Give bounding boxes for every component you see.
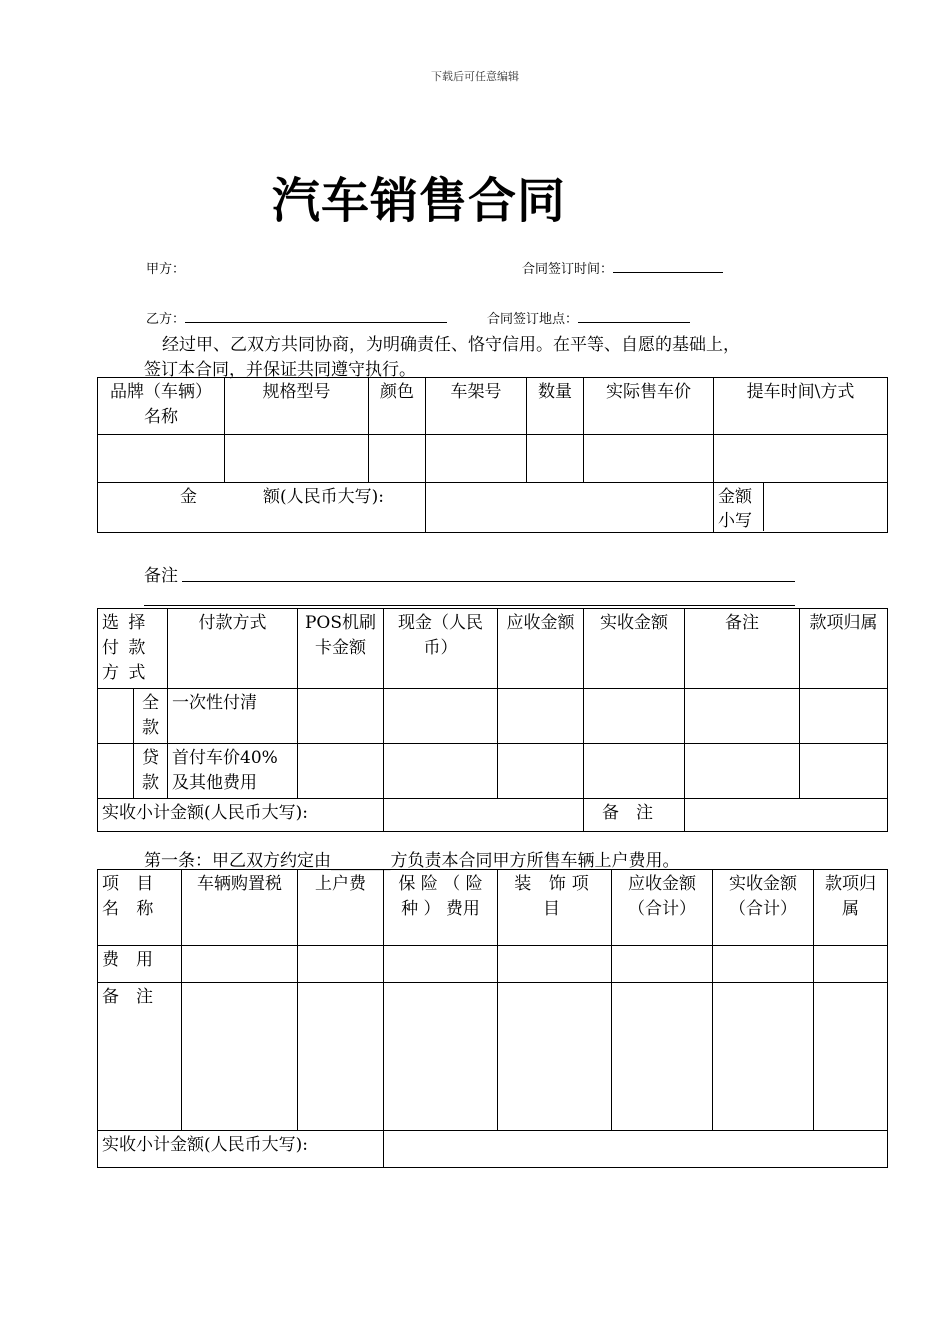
cell-quantity[interactable]: [527, 435, 584, 483]
th-price: 实际售车价: [584, 378, 714, 435]
cell[interactable]: [685, 689, 800, 744]
cell-color[interactable]: [369, 435, 426, 483]
cell[interactable]: [384, 983, 498, 1131]
th-decoration: 装 饰项 目: [498, 870, 612, 946]
cell[interactable]: [298, 744, 384, 799]
cell[interactable]: [498, 946, 612, 983]
remark-label: 备注: [144, 566, 178, 586]
intro-line-2: 签订本合同，并保证共同遵守执行。: [144, 360, 416, 380]
party-b-blank[interactable]: [185, 308, 447, 323]
fee-subtotal-cell[interactable]: [384, 1131, 888, 1168]
cell[interactable]: [498, 744, 584, 799]
th-account-belong: 款项归属: [814, 870, 888, 946]
article-1: 第一条：甲乙双方约定由_______方负责本合同甲方所售车辆上户费用。: [144, 851, 680, 871]
th-account: 款项归属: [800, 609, 888, 689]
fee-subtotal-label: 实收小计金额(人民币大写):: [98, 1131, 384, 1168]
cell-model[interactable]: [225, 435, 369, 483]
header-note: 下载后可任意编辑: [431, 70, 519, 83]
amount-figure-cell[interactable]: [764, 483, 887, 531]
cell-brand[interactable]: [98, 435, 225, 483]
cell[interactable]: [612, 946, 713, 983]
th-brand: 品牌（车辆）名称: [98, 378, 225, 435]
th-note: 备注: [685, 609, 800, 689]
th-purchase-tax: 车辆购置税: [182, 870, 298, 946]
cell[interactable]: [800, 744, 888, 799]
cell[interactable]: [298, 946, 384, 983]
vehicle-table: [97, 377, 888, 533]
cell-pickup[interactable]: [714, 435, 888, 483]
th-quantity: 数量: [527, 378, 584, 435]
cell-vin[interactable]: [426, 435, 527, 483]
payment-remark-label: 备 注: [584, 799, 685, 832]
cell[interactable]: [814, 983, 888, 1131]
th-cash: 现金（人民币）: [384, 609, 498, 689]
th-pos: POS机刷卡金额: [298, 609, 384, 689]
remark-line-1[interactable]: [182, 581, 795, 582]
registration-fee-table: [97, 869, 888, 1168]
cell[interactable]: [298, 983, 384, 1131]
payment-subtotal-label: 实收小计金额(人民币大写):: [98, 799, 384, 832]
th-model: 规格型号: [225, 378, 369, 435]
th-item-name: 项 目名 称: [98, 870, 182, 946]
cell[interactable]: [384, 744, 498, 799]
cell[interactable]: [685, 744, 800, 799]
cell-price[interactable]: [584, 435, 714, 483]
payment-remark-cell[interactable]: [685, 799, 888, 832]
th-insurance: 保 险 （ 险 种 ） 费用: [384, 870, 498, 946]
cell[interactable]: [498, 983, 612, 1131]
loan-payment-label: 贷款: [134, 744, 168, 799]
th-received-total: 实收金额（合计）: [713, 870, 814, 946]
remark-row-label: 备 注: [98, 983, 182, 1131]
intro-line-1: 经过甲、乙双方共同协商，为明确责任、恪守信用。在平等、自愿的基础上，: [162, 335, 740, 355]
amount-figure-label: 金额小写: [714, 483, 764, 531]
sign-place-field[interactable]: [487, 308, 690, 327]
th-pay-select: 选 择付 款方 式: [98, 609, 168, 689]
amount-figure-group: [714, 483, 888, 533]
sign-time-field[interactable]: [522, 258, 723, 277]
th-color: 颜色: [369, 378, 426, 435]
sign-time-label: 合同签订时间：: [522, 262, 614, 277]
cell[interactable]: [584, 689, 685, 744]
payment-table: [97, 608, 888, 832]
sign-time-blank[interactable]: [613, 258, 723, 273]
cell[interactable]: [612, 983, 713, 1131]
th-registration-fee: 上户费: [298, 870, 384, 946]
th-pay-method: 付款方式: [168, 609, 298, 689]
sign-place-blank[interactable]: [578, 308, 690, 323]
select-loan-checkbox[interactable]: [98, 744, 134, 799]
amount-words-label: 金 额(人民币大写):: [98, 483, 426, 533]
th-received: 实收金额: [584, 609, 685, 689]
amount-words-cell[interactable]: [426, 483, 714, 533]
party-b-field[interactable]: [146, 308, 447, 327]
cell[interactable]: [384, 946, 498, 983]
th-pickup: 提车时间\方式: [714, 378, 888, 435]
party-b-label: 乙方：: [146, 312, 186, 327]
th-vin: 车架号: [426, 378, 527, 435]
cell[interactable]: [384, 689, 498, 744]
cell[interactable]: [713, 983, 814, 1131]
party-a-label: 甲方：: [146, 262, 186, 277]
cell[interactable]: [298, 689, 384, 744]
cell[interactable]: [498, 689, 584, 744]
page-title: 汽车销售合同: [272, 173, 567, 229]
cell[interactable]: [800, 689, 888, 744]
cell[interactable]: [713, 946, 814, 983]
loan-payment-desc: 首付车价40%及其他费用: [168, 744, 298, 799]
remark-line-2[interactable]: [144, 605, 795, 606]
full-payment-desc: 一次性付清: [168, 689, 298, 744]
th-receivable-total: 应收金额（合计）: [612, 870, 713, 946]
th-receivable: 应收金额: [498, 609, 584, 689]
cell[interactable]: [584, 744, 685, 799]
payment-subtotal-cell[interactable]: [384, 799, 584, 832]
full-payment-label: 全款: [134, 689, 168, 744]
cell[interactable]: [182, 946, 298, 983]
select-full-checkbox[interactable]: [98, 689, 134, 744]
fee-row-label: 费 用: [98, 946, 182, 983]
sign-place-label: 合同签订地点：: [487, 312, 579, 327]
cell[interactable]: [182, 983, 298, 1131]
cell[interactable]: [814, 946, 888, 983]
